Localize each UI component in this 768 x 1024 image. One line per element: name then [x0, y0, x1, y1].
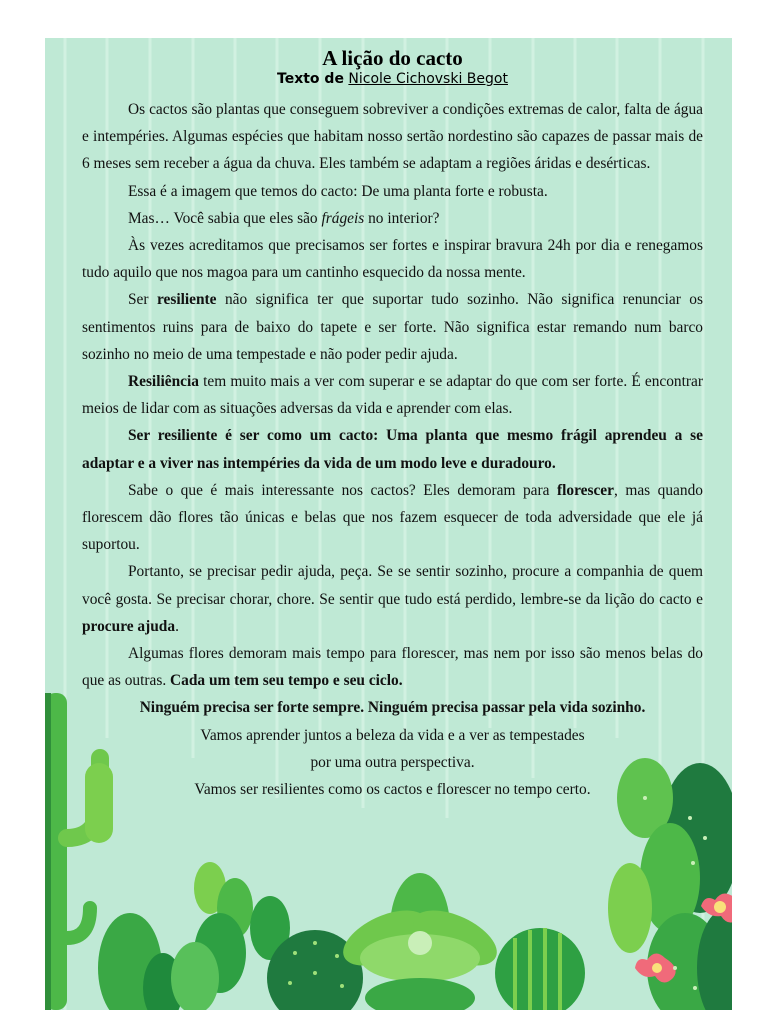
- page-title: A lição do cacto: [322, 46, 463, 70]
- paragraph-1: Os cactos são plantas que conseguem sobreviver a condições extremas de calor, falta de água e intempéries. Algumas espécies que habitam nosso sertão nordestino são capazes de passar mais de 6 meses sem receber a água da chuva. Eles também se adaptam a regiões áridas e desérticas.: [82, 101, 703, 173]
- article: [82, 46, 703, 803]
- p10-bold: Cada um tem seu tempo e seu ciclo.: [170, 672, 403, 690]
- p3-text-b: no interior?: [364, 209, 440, 227]
- p5-bold: resiliente: [156, 291, 217, 309]
- p9-text-b: .: [175, 617, 179, 635]
- paragraph-7: [82, 422, 703, 476]
- p10-text-a: Algumas flores demoram mais tempo para florescer, mas nem por isso são menos belas do que as outras.: [82, 645, 703, 690]
- paragraph-8: [82, 477, 703, 559]
- paragraph-4: Às vezes acreditamos que precisamos ser fortes e inspirar bravura 24h por dia e renegamos tudo aquilo que nos magoa para um cantinho esquecido da nossa mente.: [82, 237, 703, 282]
- p5-text-a: Ser: [128, 291, 157, 309]
- closing-line-3: por uma outra perspectiva.: [310, 753, 475, 771]
- p8-text-b: , mas quando florescem dão flores tão únicas e belas que nos fazem esquecer de toda adversidade que ele já suportou.: [82, 481, 703, 554]
- p5-text-b: não significa ter que suportar tudo sozinho. Não significa renunciar os sentimentos ruins para de baixo do tapete e ser forte. Não significa estar remando num barco sozinho no meio de uma tempestade e não poder pedir ajuda.: [82, 291, 703, 363]
- paragraph-2: Essa é a imagem que temos do cacto: De uma planta forte e robusta.: [128, 182, 548, 200]
- byline: [82, 70, 703, 88]
- closing-line-2: Vamos aprender juntos a beleza da vida e a ver as tempestades: [200, 726, 585, 744]
- paragraph-9: [82, 558, 703, 640]
- p3-text-a: Mas… Você sabia que eles são: [128, 209, 322, 227]
- author-link[interactable]: Nicole Cichovski Begot: [348, 71, 508, 87]
- p6-bold: Resiliência: [128, 373, 199, 391]
- closing-line-4: Vamos ser resilientes como os cactos e florescer no tempo certo.: [194, 781, 591, 799]
- byline-prefix: Texto de: [277, 71, 344, 87]
- closing-bold: Ninguém precisa ser forte sempre. Ninguém precisa passar pela vida sozinho.: [139, 699, 646, 717]
- p9-bold: procure ajuda: [82, 617, 176, 635]
- p3-italic: frágeis: [321, 209, 365, 227]
- p6-text-b: tem muito mais a ver com superar e se adaptar do que com ser forte. É encontrar meios de lidar com as situações adversas da vida e aprender com elas.: [82, 373, 703, 418]
- paragraph-3: [82, 205, 703, 232]
- p7-bold: Ser resiliente é ser como um cacto: Uma planta que mesmo frágil aprendeu a se adaptar e a viver nas intempéries da vida de um modo leve e duradouro.: [82, 427, 703, 472]
- striped-cactus: [495, 928, 585, 1010]
- document-page: [45, 38, 732, 1010]
- bottom-left-cacti: [98, 862, 290, 1010]
- paragraph-6: [82, 368, 703, 422]
- closing-line-1: [82, 694, 703, 721]
- paragraph-10: [82, 640, 703, 694]
- p8-bold: florescer: [557, 481, 614, 499]
- p9-text-a: Portanto, se precisar pedir ajuda, peça. Se se sentir sozinho, procure a companhia de quem você gosta. Se precisar chorar, chore. Se sentir que tudo está perdido, lembre-se da lição do cacto e: [82, 563, 703, 608]
- p8-text-a: Sabe o que é mais interessante nos cactos? Eles demoram para: [128, 481, 557, 499]
- paragraph-5: [82, 286, 703, 368]
